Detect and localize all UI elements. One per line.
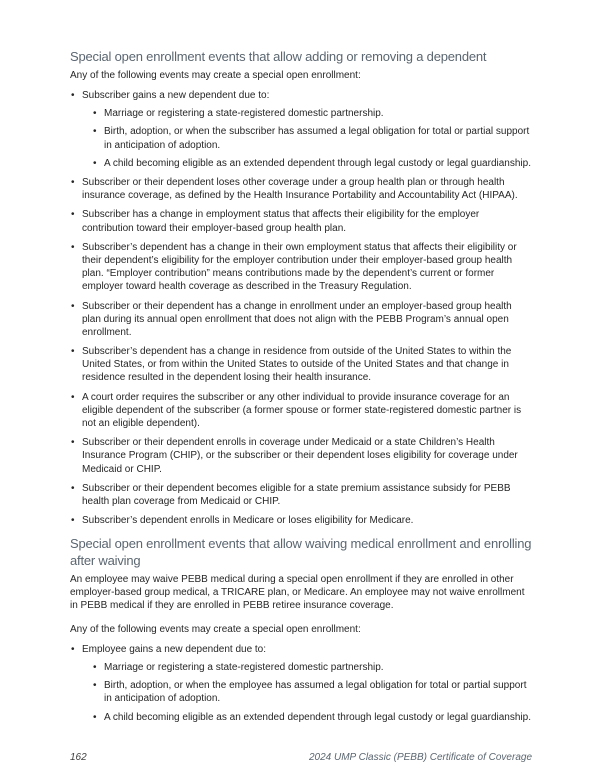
bullet-text: Subscriber or their dependent has a change in enrollment under an employer-based group health plan during its annual open enrollment that does not align with the PEBB Program’s annual open enrollment. bbox=[82, 300, 512, 338]
sub-bullet-item bbox=[92, 661, 532, 674]
sub-bullet-text: Marriage or registering a state-registered domestic partnership. bbox=[104, 662, 384, 674]
section-heading: Special open enrollment events that allow adding or removing a dependent bbox=[70, 49, 487, 64]
footer-doc-title: 2024 UMP Classic (PEBB) Certificate of Coverage bbox=[308, 752, 532, 763]
sub-bullet-text: A child becoming eligible as an extended dependent through legal custody or legal guardianship. bbox=[104, 711, 531, 723]
sub-bullet-list bbox=[92, 107, 532, 170]
bullet-item bbox=[70, 643, 532, 724]
sub-bullet-text: Marriage or registering a state-registered domestic partnership. bbox=[104, 108, 384, 120]
sub-bullet-item bbox=[92, 679, 532, 705]
page-footer bbox=[70, 752, 532, 763]
bullet-item bbox=[70, 300, 532, 340]
bullet-item bbox=[70, 514, 532, 527]
sub-bullet-text: A child becoming eligible as an extended dependent through legal custody or legal guardianship. bbox=[104, 157, 531, 169]
section-paragraph: An employee may waive PEBB medical during a special open enrollment if they are enrolled in other employer-based group medical, a TRICARE plan, or Medicare. An employee may not waive enrollment in PEBB medical if they are enrolled in PEBB retiree insurance coverage. bbox=[70, 574, 525, 612]
sub-bullet-list bbox=[92, 661, 532, 724]
sub-bullet-item bbox=[92, 711, 532, 724]
bullet-text: Subscriber’s dependent enrolls in Medicare or loses eligibility for Medicare. bbox=[82, 515, 414, 527]
sub-bullet-item bbox=[92, 107, 532, 120]
sub-bullet-item bbox=[92, 157, 532, 170]
section-special-oe-waive-medical bbox=[70, 536, 532, 723]
section-heading: Special open enrollment events that allow waiving medical enrollment and enrolling after waiving bbox=[70, 536, 532, 569]
bullet-text: Employee gains a new dependent due to: bbox=[82, 643, 267, 655]
bullet-item bbox=[70, 391, 532, 431]
section-special-oe-add-remove-dependent bbox=[70, 49, 532, 527]
bullet-list bbox=[70, 89, 532, 527]
sub-bullet-text: Birth, adoption, or when the subscriber has assumed a legal obligation for total or partial support in anticipation of adoption. bbox=[104, 126, 530, 151]
bullet-text: Subscriber gains a new dependent due to: bbox=[82, 90, 270, 102]
sub-bullet-text: Birth, adoption, or when the employee has assumed a legal obligation for total or partial support in anticipation of adoption. bbox=[104, 680, 527, 705]
bullet-text: Subscriber’s dependent has a change in residence from outside of the United States to within the United States, or from within the United States to outside of the United States and that change in residence resulted in the dependent losing their health insurance. bbox=[82, 346, 512, 384]
bullet-text: Subscriber or their dependent enrolls in coverage under Medicaid or a state Children’s Health Insurance Program (CHIP), or the subscriber or their dependent loses eligibility for coverage under Medicaid or CHIP. bbox=[82, 437, 518, 475]
bullet-list bbox=[70, 643, 532, 724]
bullet-item bbox=[70, 345, 532, 385]
bullet-item bbox=[70, 89, 532, 170]
section-intro: Any of the following events may create a special open enrollment: bbox=[70, 623, 361, 635]
bullet-item bbox=[70, 176, 532, 202]
sub-bullet-item bbox=[92, 125, 532, 151]
bullet-text: A court order requires the subscriber or any other individual to provide insurance coverage for an eligible dependent of the subscriber (a former spouse or former state-registered domestic partner is not an eligible dependent). bbox=[82, 391, 522, 430]
bullet-text: Subscriber has a change in employment status that affects their eligibility for the employer contribution toward their employer-based group health plan. bbox=[82, 209, 480, 234]
bullet-text: Subscriber or their dependent becomes eligible for a state premium assistance subsidy for PEBB health plan coverage from Medicaid or CHIP. bbox=[82, 482, 511, 507]
bullet-text: Subscriber’s dependent has a change in their own employment status that affects their eligibility or their dependent’s eligibility for the employer contribution under their employer-based group health plan. “Employer contribution” means contributions made by the dependent’s current or former employer toward health coverage as described in the Treasury Regulation. bbox=[82, 241, 517, 293]
section-intro: Any of the following events may create a special open enrollment: bbox=[70, 69, 361, 81]
bullet-item bbox=[70, 208, 532, 234]
bullet-text: Subscriber or their dependent loses other coverage under a group health plan or through health insurance coverage, as defined by the Health Insurance Portability and Accountability Act (HIPAA). bbox=[82, 177, 518, 202]
page-number: 162 bbox=[70, 752, 87, 763]
bullet-item bbox=[70, 482, 532, 508]
bullet-item bbox=[70, 241, 532, 294]
bullet-item bbox=[70, 436, 532, 476]
